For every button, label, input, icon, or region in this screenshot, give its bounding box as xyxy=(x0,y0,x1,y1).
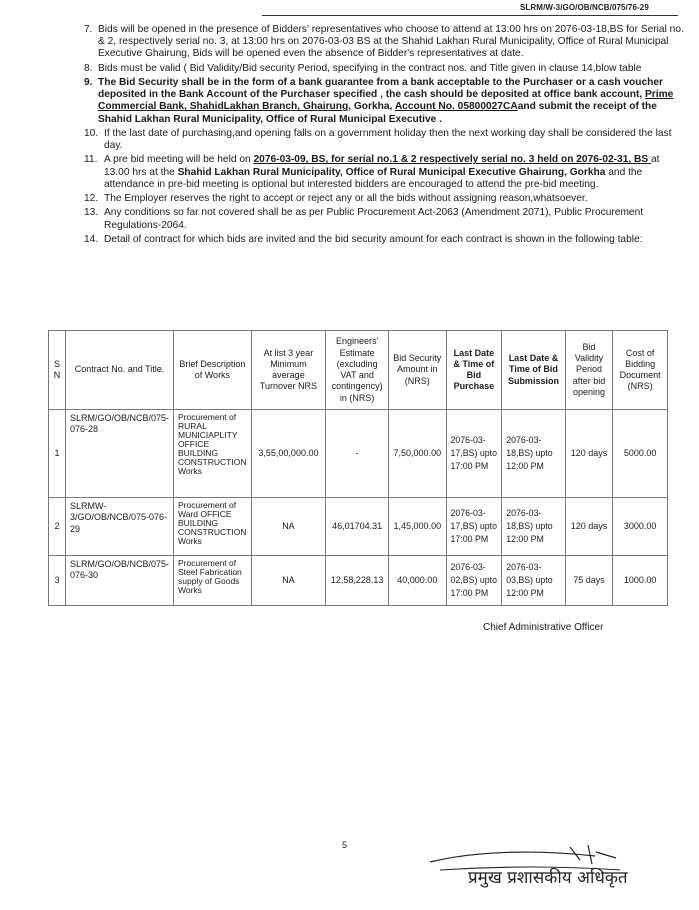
clause-10 xyxy=(84,128,684,152)
stamp-text: प्रमुख प्रशासकीय अधिकृत xyxy=(468,868,628,888)
cell-description: Procurement of Steel Fabrication supply of Goods Works xyxy=(174,556,252,606)
cell-bid-security: 40,000.00 xyxy=(389,556,446,606)
cell-estimate: 12,58,228.13 xyxy=(326,556,389,606)
clause-text: and submit the receipt of the Shahid Lakhan Rural Municipality, Office of Rural Municipal Executive . xyxy=(98,101,657,125)
cell-submission-date: 2076-03-18,BS) upto 12:00 PM xyxy=(502,498,566,556)
cell-contract: SLRM/GO/OB/NCB/075-076-28 xyxy=(65,410,173,498)
cell-validity: 120 days xyxy=(565,498,613,556)
header-sn: S N xyxy=(49,331,66,410)
table-header-row xyxy=(49,331,668,410)
cell-sn: 2 xyxy=(49,498,66,556)
table-row xyxy=(49,498,668,556)
bid-details-table xyxy=(48,330,668,606)
cell-description: Procurement of RURAL MUNICIAPLITY OFFICE BUILDING CONSTRUCTION Works xyxy=(174,410,252,498)
cell-contract: SLRMW-3/GO/OB/NCB/075-076-29 xyxy=(65,498,173,556)
header-validity: Bid Validity Period after bid opening xyxy=(565,331,613,410)
pre-bid-venue: Shahid Lakhan Rural Municipality, Office of Rural Municipal Executive Ghairung, Gorkha xyxy=(177,166,606,178)
signatory-title: Chief Administrative Officer xyxy=(483,622,604,633)
clause-9 xyxy=(84,77,684,126)
clause-number: 9. xyxy=(84,76,93,88)
clause-text: Detail of contract for which bids are invited and the bid security amount for each contract is shown in the following table: xyxy=(104,233,643,245)
page-number: 5 xyxy=(342,840,348,850)
header-estimate: Engineers' Estimate (excluding VAT and contingency) in (NRS) xyxy=(326,331,389,410)
header-purchase-date: Last Date & Time of Bid Purchase xyxy=(446,331,502,410)
clause-text: Any conditions so far not covered shall be as per Public Procurement Act-2063 (Amendment 2071), Public Procurement Regulations-2064. xyxy=(104,207,644,231)
cell-purchase-date: 2076-03-17,BS) upto 17:00 PM xyxy=(446,410,502,498)
table-row xyxy=(49,410,668,498)
header-contract: Contract No. and Title. xyxy=(65,331,173,410)
cell-bid-security: 1,45,000.00 xyxy=(389,498,446,556)
header-bid-security: Bid Security Amount in (NRS) xyxy=(389,331,446,410)
pre-bid-date: 2076-03-09, BS, for serial no.1 & 2 respectively serial no. 3 held on 2076-02-31, BS xyxy=(253,154,652,166)
clause-number: 7. xyxy=(84,24,93,35)
cell-description: Procurement of Ward OFFICE BUILDING CONSTRUCTION Works xyxy=(174,498,252,556)
clause-text: Bids will be opened in the presence of Bidders' representatives who choose to attend at 13:00 hrs on 2076-03-18,BS for Serial no. & 2, respectively serial no. 3, at 13:00 hrs on 2076-03-03 BS at the Shahid Lakhan Rural Municipality, Office of Rural Municipal Executive Ghairung, Bids will be opened even the absence of Bidder's representatives at date. xyxy=(98,24,684,60)
clause-text: The Employer reserves the right to accept or reject any or all the bids without assigning reason,whatsoever. xyxy=(104,193,588,205)
header-turnover: At list 3 year Minimum average Turnover NRS xyxy=(251,331,325,410)
cell-submission-date: 2076-03-18,BS) upto 12:00 PM xyxy=(502,410,566,498)
clause-13 xyxy=(84,207,684,231)
header-rule xyxy=(262,15,678,16)
cell-validity: 120 days xyxy=(565,410,613,498)
cell-sn: 1 xyxy=(49,410,66,498)
clause-text: The Bid Security shall be in the form of a bank guarantee from a bank acceptable to the Purchaser or a cash voucher deposited in the Bank Account of the Purchaser specified , the cash should be deposited at office bank account, xyxy=(98,76,663,101)
cell-bid-security: 7,50,000.00 xyxy=(389,410,446,498)
clause-14 xyxy=(84,234,684,246)
cell-validity: 75 days xyxy=(565,556,613,606)
bank-name: Prime Commercial Bank, ShahidLakhan Branch, Ghairung xyxy=(98,89,674,113)
cell-cost: 1000.00 xyxy=(613,556,668,606)
clause-text: If the last date of purchasing,and opening falls on a government holiday then the next working day shall be considered the last day. xyxy=(104,127,672,152)
clause-7 xyxy=(84,24,684,61)
cell-cost: 5000.00 xyxy=(613,410,668,498)
cell-turnover: NA xyxy=(251,498,325,556)
header-cost: Cost of Bidding Document (NRS) xyxy=(613,331,668,410)
clause-text: A pre bid meeting will be held on xyxy=(104,154,254,166)
clause-text: Bids must be valid ( Bid Validity/Bid security Period, specifying in the contract nos. and Title given in clause 14,blow table xyxy=(98,62,642,74)
clause-text: and the attendance in pre-bid meeting is optional but interested bidders are encouraged to attend the pre-bid meeting. xyxy=(104,166,643,190)
cell-submission-date: 2076-03-03,BS) upto 12:00 PM xyxy=(502,556,566,606)
cell-purchase-date: 2076-03-02,BS) upto 17:00 PM xyxy=(446,556,502,606)
account-number: Account No. 05800027CA xyxy=(394,101,518,113)
clause-12 xyxy=(84,193,684,205)
header-submission-date: Last Date & Time of Bid Submission xyxy=(502,331,566,410)
clause-number: 11. xyxy=(84,154,98,166)
clause-list xyxy=(84,24,684,248)
cell-turnover: NA xyxy=(251,556,325,606)
clause-number: 14. xyxy=(84,233,99,245)
clause-number: 13. xyxy=(84,207,99,219)
clause-text: at 13.00 hrs at the xyxy=(104,154,660,178)
cell-estimate: - xyxy=(326,410,389,498)
cell-turnover: 3,55,00,000.00 xyxy=(251,410,325,498)
cell-sn: 3 xyxy=(49,556,66,606)
clause-text: , Gorkha, xyxy=(348,101,395,113)
clause-number: 8. xyxy=(84,62,93,74)
header-description: Brief Description of Works xyxy=(174,331,252,410)
cell-estimate: 46,01704.31 xyxy=(326,498,389,556)
clause-11 xyxy=(84,154,684,191)
cell-purchase-date: 2076-03-17,BS) upto 17:00 PM xyxy=(446,498,502,556)
cell-contract: SLRM/GO/OB/NCB/075-076-30 xyxy=(65,556,173,606)
clause-number: 12. xyxy=(84,193,99,205)
clause-number: 10. xyxy=(84,127,99,139)
document-reference: SLRM/W-3/GO/OB/NCB/075/76-29 xyxy=(520,3,649,12)
table-row xyxy=(49,556,668,606)
clause-8 xyxy=(84,63,684,75)
cell-cost: 3000.00 xyxy=(613,498,668,556)
